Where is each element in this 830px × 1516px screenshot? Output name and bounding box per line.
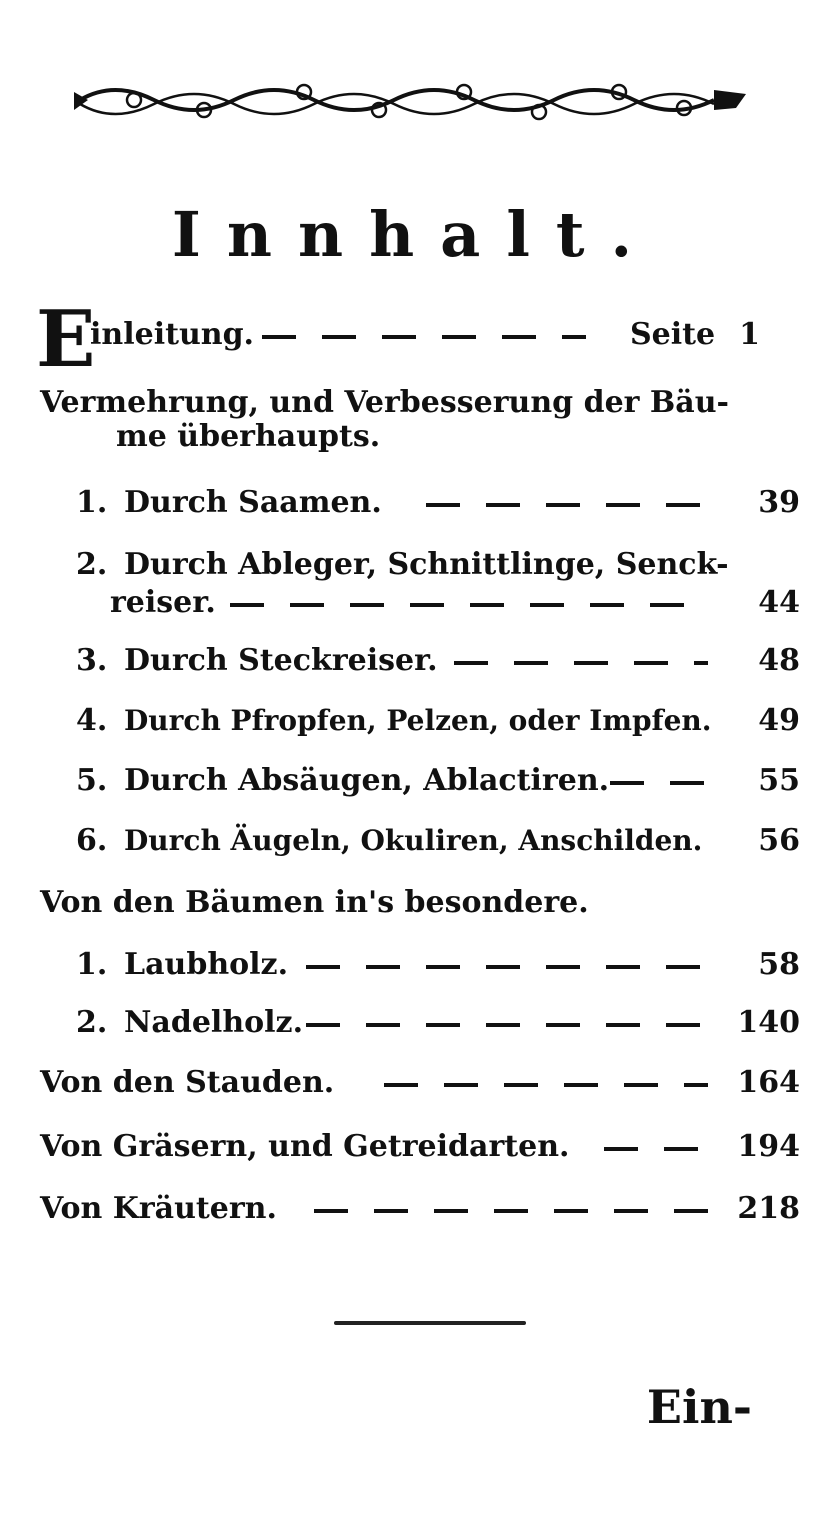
page-number: 44	[758, 585, 800, 620]
toc-label: Von Kräutern.	[40, 1191, 277, 1226]
toc-entry	[0, 1184, 830, 1234]
toc-entry	[0, 998, 830, 1048]
entry-number: 1.	[76, 947, 108, 982]
catchword: Ein-	[646, 1380, 752, 1434]
page-number: 49	[758, 703, 800, 738]
leader-dashes	[230, 603, 708, 607]
page-number: 56	[758, 823, 800, 858]
toc-label: Von den Stauden.	[40, 1065, 335, 1100]
entry-number: 3.	[76, 643, 108, 678]
toc-label: Durch Steckreiser.	[124, 643, 438, 678]
leader-dashes	[306, 1023, 708, 1027]
toc-entry	[0, 756, 830, 806]
toc-entry	[0, 1058, 830, 1108]
leader-dashes	[426, 503, 708, 507]
toc-entry	[0, 696, 830, 746]
entry-number: 1.	[76, 485, 108, 520]
toc-label: Von Gräsern, und Getreidarten.	[40, 1129, 570, 1164]
toc-entry	[0, 636, 830, 686]
page-number: 55	[758, 763, 800, 798]
leader-dashes	[384, 1083, 708, 1087]
page-number: 39	[758, 485, 800, 520]
toc-label: inleitung.	[90, 317, 254, 352]
toc-label: Durch Äugeln, Okuliren, Anschilden.	[124, 824, 703, 857]
page-number: 58	[758, 947, 800, 982]
page-number: 48	[758, 643, 800, 678]
page-number: 218	[737, 1191, 800, 1226]
page-title: Innhalt.	[171, 198, 659, 271]
entry-number: 2.	[76, 1005, 108, 1040]
closing-rule	[334, 1321, 526, 1325]
entry-number: 2.	[76, 547, 108, 582]
page-number: 1	[739, 317, 760, 352]
section-heading-continued	[0, 412, 830, 462]
section-heading-line: me überhaupts.	[116, 419, 381, 454]
toc-entry	[0, 940, 830, 990]
toc-label: Laubholz.	[124, 947, 289, 982]
leader-dashes	[454, 661, 708, 665]
toc-label: Durch Pfropfen, Pelzen, oder Impfen.	[124, 704, 712, 737]
page-number: 140	[737, 1005, 800, 1040]
toc-label: reiser.	[110, 585, 216, 620]
toc-entry-continued	[0, 578, 830, 628]
floral-ornament-icon	[74, 70, 746, 130]
page-number: 164	[737, 1065, 800, 1100]
entry-number: 6.	[76, 823, 108, 858]
toc-label: Durch Ableger, Schnittlinge, Senck-	[124, 547, 729, 582]
entry-number: 4.	[76, 703, 108, 738]
toc-label: Durch Saamen.	[124, 485, 382, 520]
section-heading	[0, 878, 830, 928]
toc-entry	[0, 1122, 830, 1172]
toc-entry	[0, 816, 830, 866]
toc-label: Nadelholz.	[124, 1005, 304, 1040]
toc-label: Durch Absäugen, Ablactiren.	[124, 763, 610, 798]
leader-dashes	[262, 335, 586, 339]
section-heading-line: Vermehrung, und Verbesserung der Bäu-	[40, 385, 729, 420]
page-number: 194	[737, 1129, 800, 1164]
leader-dashes	[314, 1209, 708, 1213]
section-heading-line: Von den Bäumen in's besondere.	[40, 885, 589, 920]
toc-entry-intro	[0, 310, 830, 360]
leader-dashes	[306, 965, 708, 969]
leader-dashes	[610, 781, 708, 785]
leader-dashes	[604, 1147, 708, 1151]
toc-entry	[0, 478, 830, 528]
entry-number: 5.	[76, 763, 108, 798]
page-prefix: Seite	[630, 317, 716, 352]
drop-cap: E	[36, 294, 96, 385]
